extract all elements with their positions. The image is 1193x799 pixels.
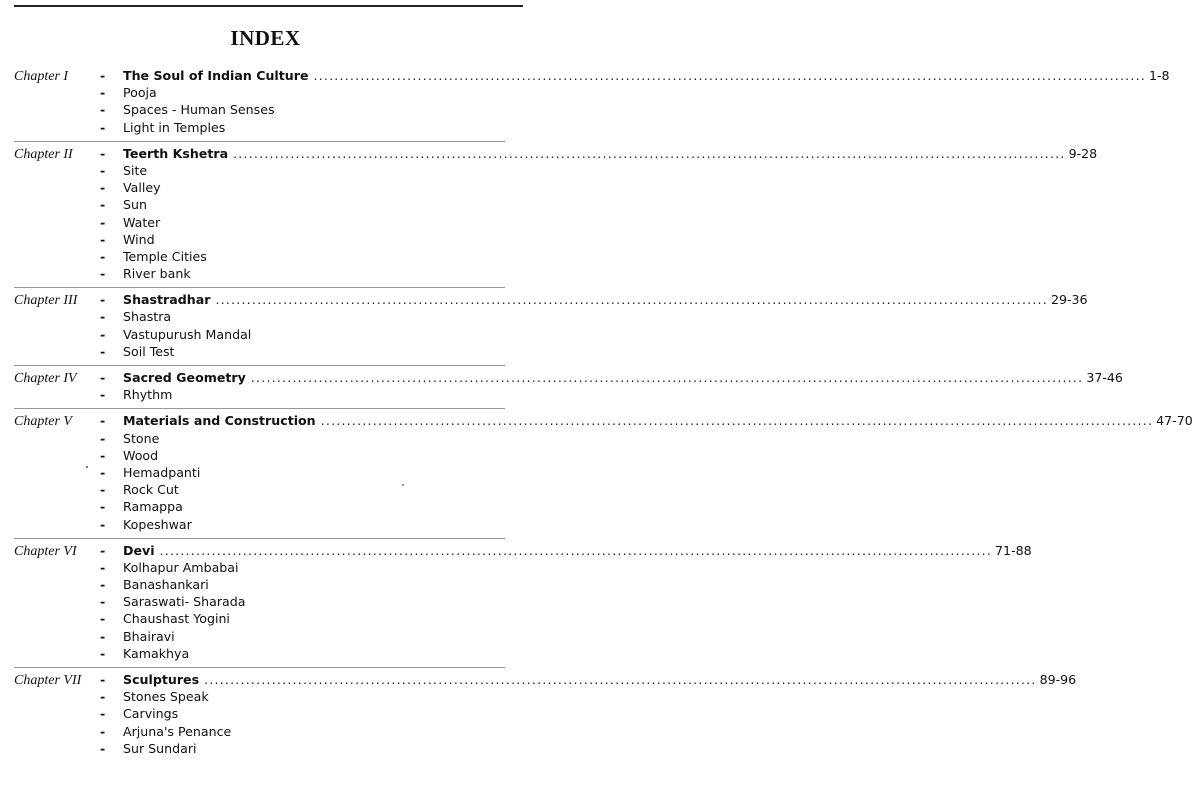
dash: - <box>100 499 106 515</box>
dash: - <box>100 68 106 83</box>
chapter-label: Chapter I <box>14 69 69 84</box>
speck <box>86 466 88 468</box>
dot-leader: ................................................................................................................................................................ <box>320 413 1154 429</box>
dash: - <box>100 464 106 480</box>
topic-row <box>14 343 505 360</box>
chapter-label: Chapter IV <box>14 371 77 386</box>
topic-row <box>14 162 505 179</box>
dash: - <box>100 343 106 359</box>
topic-row <box>14 740 505 757</box>
page-range: 71-88 <box>995 542 1032 558</box>
topic-item: Soil Test <box>123 343 175 359</box>
topic-item: Vastupurush Mandal <box>123 326 252 342</box>
chapter-label: Chapter III <box>14 293 78 309</box>
chapter-title: Devi <box>123 542 155 558</box>
dash: - <box>100 430 106 446</box>
topic-item: Hemadpanti <box>123 464 201 480</box>
chapter-heading-row <box>14 412 1193 430</box>
topic-item: Kopeshwar <box>123 516 192 532</box>
index-list <box>14 64 1193 762</box>
chapter-heading-row <box>14 671 1077 688</box>
topic-item: Sur Sundari <box>123 740 197 756</box>
topic-item: Ramappa <box>123 499 183 515</box>
dash: - <box>100 145 106 161</box>
dash: - <box>100 628 106 644</box>
dash: - <box>100 482 106 498</box>
chapter-title: Sacred Geometry <box>123 370 246 385</box>
dash: - <box>100 740 106 756</box>
dot-leader: ................................................................................................................................................................ <box>215 292 1048 308</box>
topic-item: Bhairavi <box>123 628 175 644</box>
topic-row <box>14 248 505 265</box>
dash: - <box>100 326 106 342</box>
topic-item: Wind <box>123 231 155 247</box>
topic-row <box>14 688 505 705</box>
topic-item: Carvings <box>123 706 179 722</box>
dash: - <box>100 594 106 610</box>
topic-item: Valley <box>123 180 161 196</box>
dash: - <box>100 645 106 661</box>
topic-row <box>14 179 505 196</box>
chapter-heading-row <box>14 369 1123 386</box>
chapter-entry <box>14 668 1077 762</box>
chapter-label: Chapter II <box>14 146 73 162</box>
dot-leader: ................................................................................................................................................................ <box>233 145 1066 161</box>
topic-item: Shastra <box>123 309 172 325</box>
topic-row <box>14 723 505 740</box>
topic-item: Rock Cut <box>123 482 179 498</box>
chapter-entry <box>14 409 1193 538</box>
chapter-title: Teerth Kshetra <box>123 145 229 161</box>
dash: - <box>100 180 106 196</box>
chapter-entry <box>14 142 1098 289</box>
topic-item: Stone <box>123 430 160 446</box>
page-title: INDEX <box>230 26 301 50</box>
chapter-title: Shastradhar <box>123 292 211 308</box>
topic-item: Stones Speak <box>123 689 209 705</box>
topic-item: Light in Temples <box>123 119 226 135</box>
chapter-heading-row <box>14 67 1170 84</box>
topic-row <box>14 101 505 118</box>
topic-item: River bank <box>123 266 191 282</box>
page-range: 47-70 <box>1156 413 1193 429</box>
dash: - <box>100 413 106 429</box>
dash: - <box>100 248 106 264</box>
chapter-label: Chapter V <box>14 414 72 430</box>
dash: - <box>100 119 106 135</box>
dash: - <box>100 231 106 247</box>
dash: - <box>100 689 106 705</box>
dash: - <box>100 723 106 739</box>
topic-item: Rhythm <box>123 387 173 403</box>
dash: - <box>100 292 106 308</box>
chapter-entry <box>14 64 1170 142</box>
dash: - <box>100 370 106 385</box>
topic-item: Spaces - Human Senses <box>123 102 275 118</box>
topic-item: Chaushast Yogini <box>123 611 230 627</box>
dash: - <box>100 559 106 575</box>
topic-row <box>14 84 505 101</box>
dash: - <box>100 387 106 403</box>
chapter-heading-row <box>14 145 1098 162</box>
topic-row <box>14 645 505 662</box>
topic-row <box>14 705 505 722</box>
chapter-label: Chapter VII <box>14 673 82 688</box>
chapter-entry <box>14 366 1123 409</box>
topic-item: Water <box>123 214 161 230</box>
chapter-title: Materials and Construction <box>123 413 316 429</box>
topic-row <box>14 610 505 627</box>
top-rule <box>14 5 523 7</box>
topic-row <box>14 628 505 645</box>
chapter-label: Chapter VI <box>14 543 77 559</box>
dash: - <box>100 162 106 178</box>
dash: - <box>100 309 106 325</box>
dash: - <box>100 197 106 213</box>
dash: - <box>100 102 106 118</box>
topic-row <box>14 430 505 447</box>
dash: - <box>100 611 106 627</box>
topic-item: Site <box>123 162 148 178</box>
topic-row <box>14 447 505 464</box>
topic-row <box>14 231 505 248</box>
topic-row <box>14 516 505 533</box>
page-range: 1-8 <box>1149 68 1170 83</box>
topic-item: Kamakhya <box>123 645 190 661</box>
topic-row <box>14 214 505 231</box>
topic-item: Saraswati- Sharada <box>123 594 246 610</box>
chapter-title: Sculptures <box>123 672 200 687</box>
topic-item: Kolhapur Ambabai <box>123 559 239 575</box>
dash: - <box>100 214 106 230</box>
dash: - <box>100 85 106 101</box>
chapter-heading-row <box>14 291 1088 309</box>
topic-row <box>14 498 505 515</box>
topic-row <box>14 196 505 213</box>
topic-item: Banashankari <box>123 577 209 593</box>
topic-row <box>14 576 505 593</box>
topic-row <box>14 559 505 576</box>
dash: - <box>100 672 106 687</box>
dash: - <box>100 516 106 532</box>
topic-row <box>14 386 505 403</box>
topic-row <box>14 308 505 325</box>
page-range: 29-36 <box>1050 292 1088 308</box>
dot-leader: ................................................................................................................................................................ <box>313 68 1146 83</box>
speck <box>402 484 404 486</box>
topic-row <box>14 481 505 498</box>
dot-leader: ................................................................................................................................................................ <box>204 672 1037 687</box>
dash: - <box>100 266 106 282</box>
page-range: 9-28 <box>1068 145 1098 161</box>
topic-item: Pooja <box>123 85 157 101</box>
topic-row <box>14 593 505 610</box>
page-range: 37-46 <box>1086 370 1123 385</box>
dot-leader: ................................................................................................................................................................ <box>250 370 1084 385</box>
topic-item: Temple Cities <box>123 248 207 264</box>
dash: - <box>100 577 106 593</box>
topic-item: Sun <box>123 197 147 213</box>
dot-leader: ................................................................................................................................................................ <box>159 542 993 558</box>
dash: - <box>100 447 106 463</box>
dash: - <box>100 542 106 558</box>
topic-row <box>14 326 505 343</box>
chapter-title: The Soul of Indian Culture <box>123 68 309 83</box>
chapter-entry <box>14 288 1088 366</box>
dash: - <box>100 706 106 722</box>
topic-row <box>14 119 505 136</box>
topic-row <box>14 265 505 282</box>
topic-item: Wood <box>123 447 159 463</box>
topic-item: Arjuna's Penance <box>123 723 232 739</box>
page-range: 89-96 <box>1039 672 1077 687</box>
chapter-heading-row <box>14 542 1032 559</box>
chapter-entry <box>14 539 1032 668</box>
